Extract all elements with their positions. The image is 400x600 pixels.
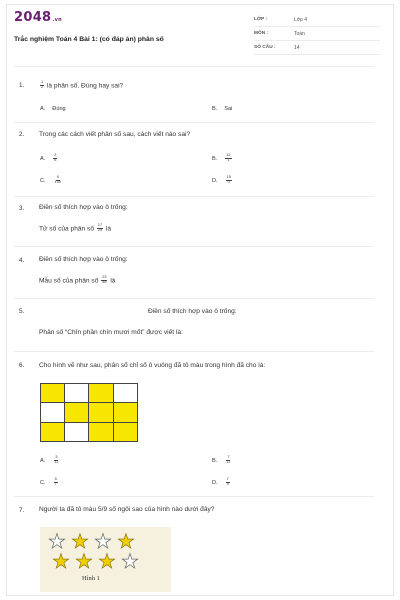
question-number: 7. [19,507,25,514]
answer-option[interactable]: A. $\frac{3}{12}$ [40,455,59,465]
meta-value: 14 [294,45,300,51]
shaded-cell [113,422,137,441]
divider [14,246,374,247]
answer-option[interactable]: B. Sai [212,106,233,112]
question-text: Điền số thích hợp vào ô trống: [148,308,237,315]
fraction: $\frac{23}{48}$ [102,275,107,285]
shaded-grid-figure [40,383,138,442]
empty-cell [65,384,89,403]
fraction: $\frac{7}{5}$ [226,477,229,487]
divider [14,66,374,67]
shaded-cell [65,403,89,422]
question-number: 2. [19,131,25,138]
meta-label: MÔN : [254,31,269,36]
filled-star-icon: ★ [98,551,116,573]
question-prompt: Tử số của phân số $\frac{17}{25}$ là [39,223,112,233]
empty-cell [65,422,89,441]
fraction: $\frac{5}{7}$ [54,477,57,487]
filled-star-icon: ★ [75,551,93,573]
fraction: $\frac{7}{12}$ [226,455,231,465]
empty-star-icon: ★ [94,531,112,553]
empty-star-icon: ★ [48,531,66,553]
meta-label: LỚP : [254,17,268,22]
fraction: $\frac{17}{25}$ [97,223,103,233]
logo-text: 2048 [14,10,52,25]
question-number: 3. [19,205,25,212]
grid-row [41,422,138,441]
divider [14,122,374,123]
question-number: 5. [19,308,25,315]
fraction: $\frac{3}{12}$ [54,455,59,465]
empty-star-icon: ★ [121,551,139,573]
meta-value: Toán [294,31,305,37]
grid-row [41,384,138,403]
page-title: Trắc nghiệm Toán 4 Bài 1: (có đáp án) phân số [14,36,164,43]
fraction: $\frac{1}{2}$ [41,80,44,90]
shaded-cell [89,384,113,403]
stars-figure [40,527,171,592]
answer-option[interactable]: A. Đúng [40,106,66,112]
fraction: $\frac{2}{5}$ [54,153,57,163]
question-text: Trong các cách viết phân số sau, cách viết nào sai? [39,131,191,138]
figure-caption: Hình 1 [82,575,100,582]
divider [14,496,374,497]
answer-option[interactable]: C. $\frac{5}{7}$ [40,477,57,487]
question-prompt: Phân số “Chín phần chín mươi mốt” được viết là: [39,329,183,336]
answer-option[interactable]: B. $\frac{7}{12}$ [212,455,231,465]
shaded-cell [41,384,65,403]
site-logo[interactable] [14,10,62,25]
meta-value: Lớp 4 [294,17,308,23]
divider [14,298,374,299]
question-number: 6. [19,362,25,369]
shaded-cell [89,403,113,422]
question-text: Điền số thích hợp vào ô trống: [39,256,128,263]
empty-cell [41,403,65,422]
divider [14,351,374,352]
worksheet-header [14,8,380,68]
question-prompt: Mẫu số của phân số $\frac{23}{48}$ là [39,275,116,285]
answer-option[interactable]: C. $\frac{9}{100}$ [40,175,61,185]
question-text: Cho hình vẽ như sau, phân số chỉ số ô vuông đã tô màu trong hình đã cho là: [39,362,266,369]
question-text: $\frac{1}{2}$ là phân số. Đúng hay sai? [41,80,124,90]
meta-info [254,14,380,56]
fraction: $\frac{15}{0}$ [226,175,231,185]
meta-row-subject [254,28,380,41]
fraction: $\frac{12}{1}$ [226,153,231,163]
filled-star-icon: ★ [117,531,135,553]
shaded-cell [41,422,65,441]
filled-star-icon: ★ [52,551,70,573]
empty-cell [113,384,137,403]
question-text: Điền số thích hợp vào ô trống: [39,204,128,211]
meta-label: SỐ CÂU : [254,45,276,50]
question-text: Người ta đã tô màu 5/9 số ngôi sao của hình nào dưới đây? [39,506,215,513]
shaded-cell [89,422,113,441]
answer-option[interactable]: D. $\frac{15}{0}$ [212,175,231,185]
shaded-cell [113,403,137,422]
grid-row [41,403,138,422]
answer-option[interactable]: A. $\frac{2}{5}$ [40,153,57,163]
answer-option[interactable]: B. $\frac{12}{1}$ [212,153,231,163]
answer-option[interactable]: D. $\frac{7}{5}$ [212,477,229,487]
filled-star-icon: ★ [71,531,89,553]
meta-row-class [254,14,380,27]
divider [14,196,374,197]
question-number: 1. [19,82,25,89]
meta-row-count [254,42,380,55]
logo-suffix: .vn [52,17,63,23]
question-number: 4. [19,257,25,264]
fraction: $\frac{9}{100}$ [54,175,61,185]
